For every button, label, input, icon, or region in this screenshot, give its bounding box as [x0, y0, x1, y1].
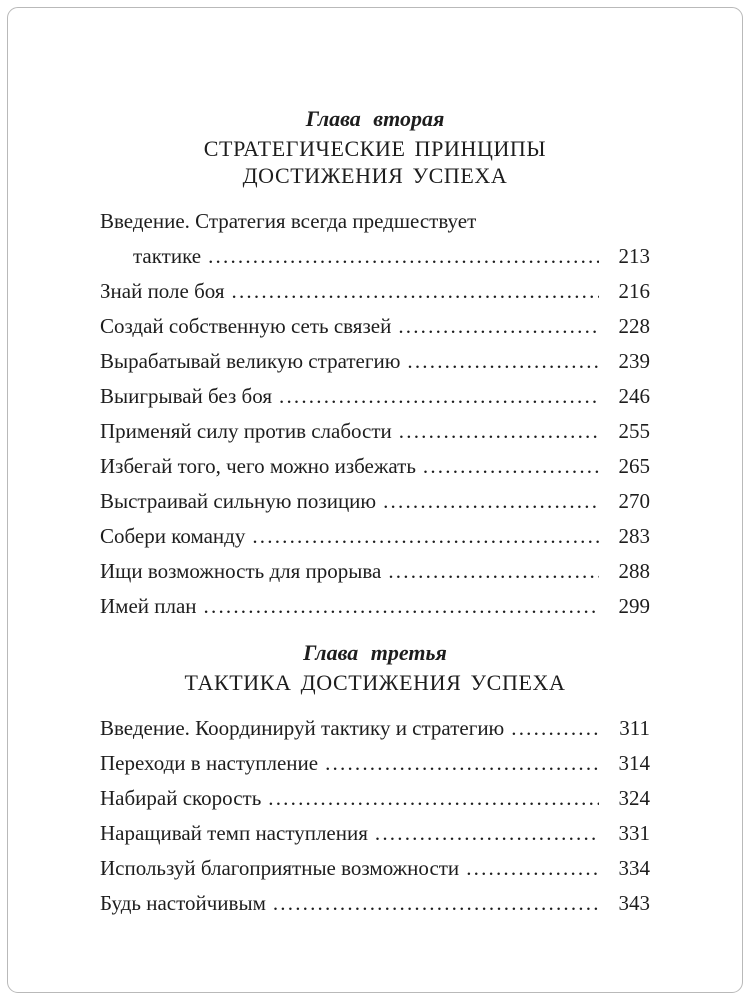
- toc-entry-title: Имей план: [100, 594, 197, 618]
- toc-page-number: 216: [618, 279, 650, 303]
- chapter-section: [100, 640, 650, 921]
- toc-entry: [100, 781, 650, 816]
- dot-leader: [272, 379, 599, 414]
- toc-entry-title: Используй благоприятные возможности: [100, 856, 460, 880]
- toc-entry: [100, 414, 650, 449]
- toc-entry-title: тактике: [133, 244, 202, 268]
- toc-entry: [100, 274, 650, 309]
- dot-leader: [225, 274, 599, 309]
- dot-leader: [459, 851, 599, 886]
- toc-list: [100, 711, 650, 921]
- toc-entry: [100, 554, 650, 589]
- dot-leader: [504, 711, 599, 746]
- chapter-title: [100, 669, 650, 696]
- toc-entry: [100, 886, 650, 921]
- toc-entry: [100, 379, 650, 414]
- toc-page-number: 239: [618, 349, 650, 373]
- toc-entry: [100, 344, 650, 379]
- toc-entry: [100, 519, 650, 554]
- toc-page-number: 343: [618, 891, 650, 915]
- toc-page: [100, 0, 650, 921]
- chapter-label: Глава вторая: [305, 106, 445, 131]
- toc-page-number: 265: [618, 454, 650, 478]
- dot-leader: [392, 414, 599, 449]
- toc-entry-title: Выстраивай сильную позицию: [100, 489, 377, 513]
- toc-entry: [100, 711, 650, 746]
- toc-entry-title: Знай поле боя: [100, 279, 225, 303]
- toc-entry-title: Введение. Координируй тактику и стратегию: [100, 716, 505, 740]
- toc-entry-first-line: [100, 204, 650, 239]
- chapter-title-line: ТАКТИКА ДОСТИЖЕНИЯ УСПЕХА: [184, 670, 566, 695]
- toc-page-number: 311: [619, 716, 650, 740]
- toc-entry: [100, 746, 650, 781]
- toc-page-number: 299: [618, 594, 650, 618]
- toc-entry-continuation: [100, 239, 650, 274]
- toc-page-number: 255: [618, 419, 650, 443]
- dot-leader: [318, 746, 599, 781]
- dot-leader: [416, 449, 599, 484]
- toc-page-number: 288: [618, 559, 650, 583]
- chapter-title: [100, 135, 650, 189]
- toc-page-number: 314: [618, 751, 650, 775]
- toc-entry-title: Переходи в наступление: [100, 751, 319, 775]
- toc-entry-title: Выигрывай без боя: [100, 384, 272, 408]
- chapter-title-line: СТРАТЕГИЧЕСКИЕ ПРИНЦИПЫ: [203, 136, 547, 161]
- toc-entry-title: Собери команду: [100, 524, 246, 548]
- toc-entry-title: Набирай скорость: [100, 786, 262, 810]
- toc-entry: [100, 851, 650, 886]
- toc-entry-title: Будь настойчивым: [100, 891, 266, 915]
- toc-page-number: 228: [618, 314, 650, 338]
- toc-page-number: 324: [618, 786, 650, 810]
- toc-entry: [100, 449, 650, 484]
- toc-entry: [100, 309, 650, 344]
- dot-leader: [197, 589, 599, 624]
- toc-entry-title: Применяй силу против слабости: [100, 419, 392, 443]
- toc-list: [100, 204, 650, 624]
- dot-leader: [261, 781, 599, 816]
- dot-leader: [201, 239, 599, 274]
- toc-page-number: 270: [618, 489, 650, 513]
- toc-entry-title: Вырабатывай великую стратегию: [100, 349, 401, 373]
- chapter-label: Глава третья: [303, 640, 447, 665]
- toc-entry: [100, 816, 650, 851]
- toc-page-number: 246: [618, 384, 650, 408]
- dot-leader: [381, 554, 599, 589]
- toc-entry-title: Введение. Стратегия всегда предшествует: [100, 209, 477, 233]
- toc-entry: [100, 484, 650, 519]
- toc-entry-title: Избегай того, чего можно избежать: [100, 454, 416, 478]
- toc-page-number: 334: [618, 856, 650, 880]
- dot-leader: [368, 816, 599, 851]
- chapter-title-line: ДОСТИЖЕНИЯ УСПЕХА: [242, 163, 508, 188]
- toc-entry-title: Наращивай темп наступления: [100, 821, 368, 845]
- toc-page-number: 283: [618, 524, 650, 548]
- toc-page-number: 213: [618, 244, 650, 268]
- toc-entry: [100, 589, 650, 624]
- dot-leader: [245, 519, 599, 554]
- dot-leader: [266, 886, 599, 921]
- toc-page-number: 331: [618, 821, 650, 845]
- dot-leader: [400, 344, 599, 379]
- dot-leader: [376, 484, 599, 519]
- toc-entry-title: Ищи возможность для прорыва: [100, 559, 382, 583]
- chapter-section: [100, 106, 650, 624]
- dot-leader: [391, 309, 599, 344]
- toc-entry-title: Создай собственную сеть связей: [100, 314, 392, 338]
